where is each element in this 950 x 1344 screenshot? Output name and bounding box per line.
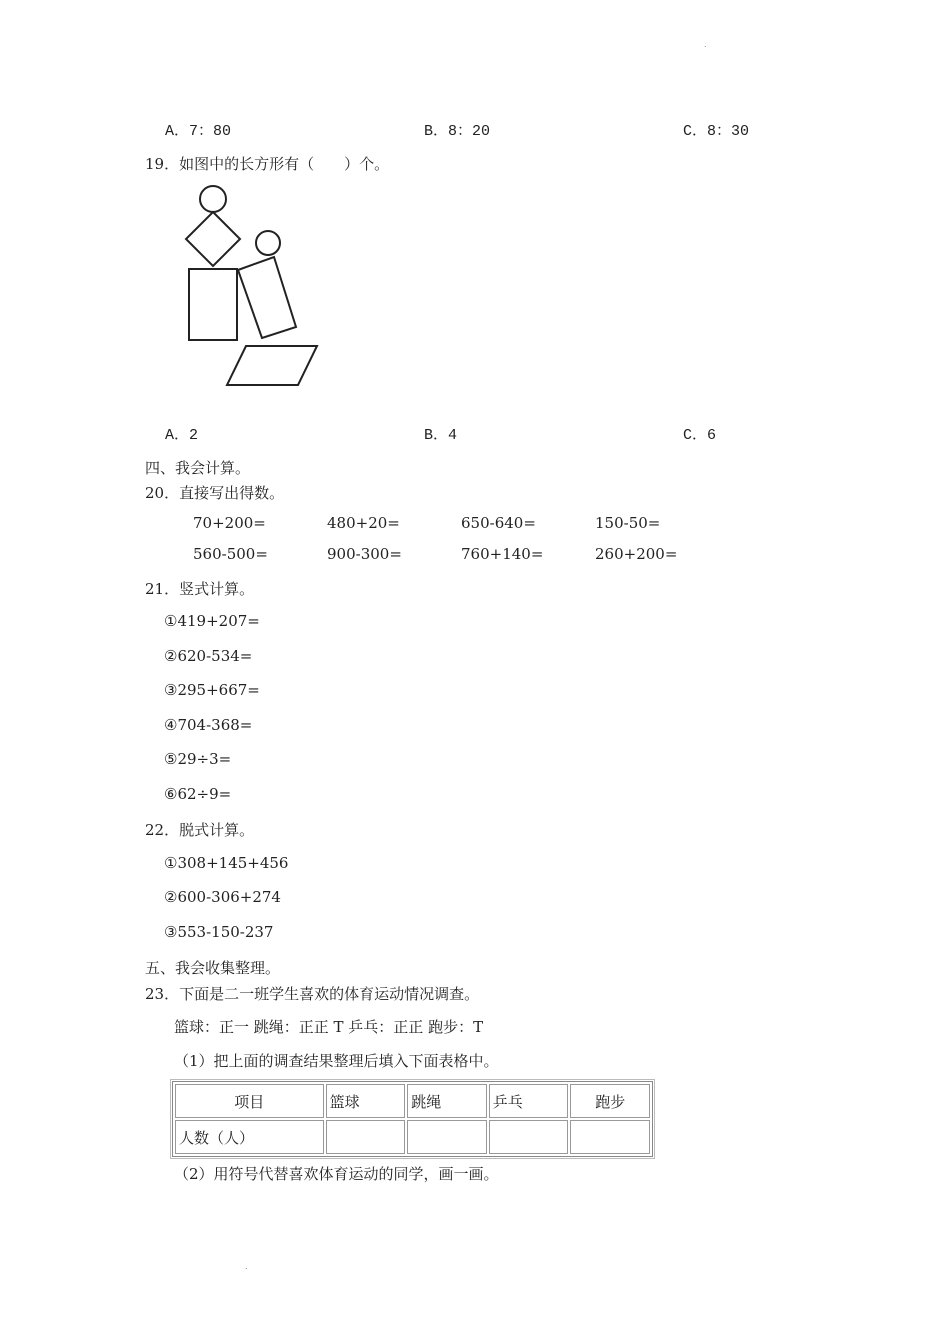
- table-header-cell: 篮球: [326, 1084, 406, 1118]
- q20-item: 760+140=: [461, 545, 544, 563]
- q20-question: 20．直接写出得数。: [145, 484, 285, 502]
- q22-item: ②600-306+274: [164, 888, 281, 906]
- q22-item: ③553-150-237: [164, 923, 274, 941]
- q21-item: ③295+667=: [164, 681, 260, 699]
- q19-option-b[interactable]: B．4: [424, 427, 458, 444]
- upright-rectangle: [189, 269, 237, 340]
- right-circle: [256, 231, 280, 255]
- parallelogram: [227, 346, 317, 385]
- q21-item: ⑤29÷3=: [164, 750, 232, 768]
- q22-item: ①308+145+456: [164, 854, 289, 872]
- table-input-cell[interactable]: [570, 1120, 650, 1154]
- section4-title: 四、我会计算。: [145, 459, 251, 477]
- q20-item: 560-500=: [193, 545, 268, 563]
- q21-item: ①419+207=: [164, 612, 260, 630]
- survey-table: [172, 1081, 653, 1157]
- top-circle: [200, 186, 226, 212]
- q20-item: 150-50=: [595, 514, 661, 532]
- table-row: [175, 1120, 650, 1154]
- table-input-cell[interactable]: [489, 1120, 569, 1154]
- table-header-row: [175, 1084, 650, 1118]
- q18-option-a[interactable]: A．7：80: [165, 123, 232, 140]
- tilted-rectangle: [238, 257, 296, 338]
- q21-item: ⑥62÷9=: [164, 785, 232, 803]
- bottom-mark: .: [245, 1262, 248, 1271]
- q21-question: 21．竖式计算。: [145, 580, 255, 598]
- table-header-cell: 跑步: [570, 1084, 650, 1118]
- shapes-figure: [180, 180, 325, 395]
- q21-item: ④704-368=: [164, 716, 253, 734]
- q20-item: 480+20=: [327, 514, 400, 532]
- q20-item: 650-640=: [461, 514, 536, 532]
- q19-option-a[interactable]: A．2: [165, 427, 199, 444]
- table-input-cell[interactable]: [407, 1120, 487, 1154]
- q19-question: 19．如图中的长方形有（ ）个。: [145, 155, 390, 173]
- table-header-cell: 乒乓: [489, 1084, 569, 1118]
- q21-item: ②620-534=: [164, 647, 253, 665]
- q23-question: 23．下面是二一班学生喜欢的体育运动情况调查。: [145, 985, 480, 1003]
- q23-part2: （2）用符号代替喜欢体育运动的同学，画一画。: [174, 1165, 499, 1183]
- section5-title: 五、我会收集整理。: [145, 959, 281, 977]
- q20-item: 900-300=: [327, 545, 402, 563]
- diamond-square: [186, 212, 240, 266]
- q18-option-c[interactable]: C．8：30: [683, 123, 750, 140]
- q19-option-c[interactable]: C．6: [683, 427, 717, 444]
- q23-part1: （1）把上面的调查结果整理后填入下面表格中。: [174, 1052, 499, 1070]
- q23-tally: 篮球：正一 跳绳：正正 T 乒乓：正正 跑步：T: [174, 1018, 484, 1036]
- table-header-cell: 跳绳: [407, 1084, 487, 1118]
- table-header-cell: 项目: [175, 1084, 324, 1118]
- q20-item: 260+200=: [595, 545, 678, 563]
- q22-question: 22．脱式计算。: [145, 821, 255, 839]
- q20-item: 70+200=: [193, 514, 266, 532]
- table-row-label: 人数（人）: [175, 1120, 324, 1154]
- top-mark: .: [704, 40, 707, 49]
- table-input-cell[interactable]: [326, 1120, 406, 1154]
- q18-option-b[interactable]: B．8：20: [424, 123, 491, 140]
